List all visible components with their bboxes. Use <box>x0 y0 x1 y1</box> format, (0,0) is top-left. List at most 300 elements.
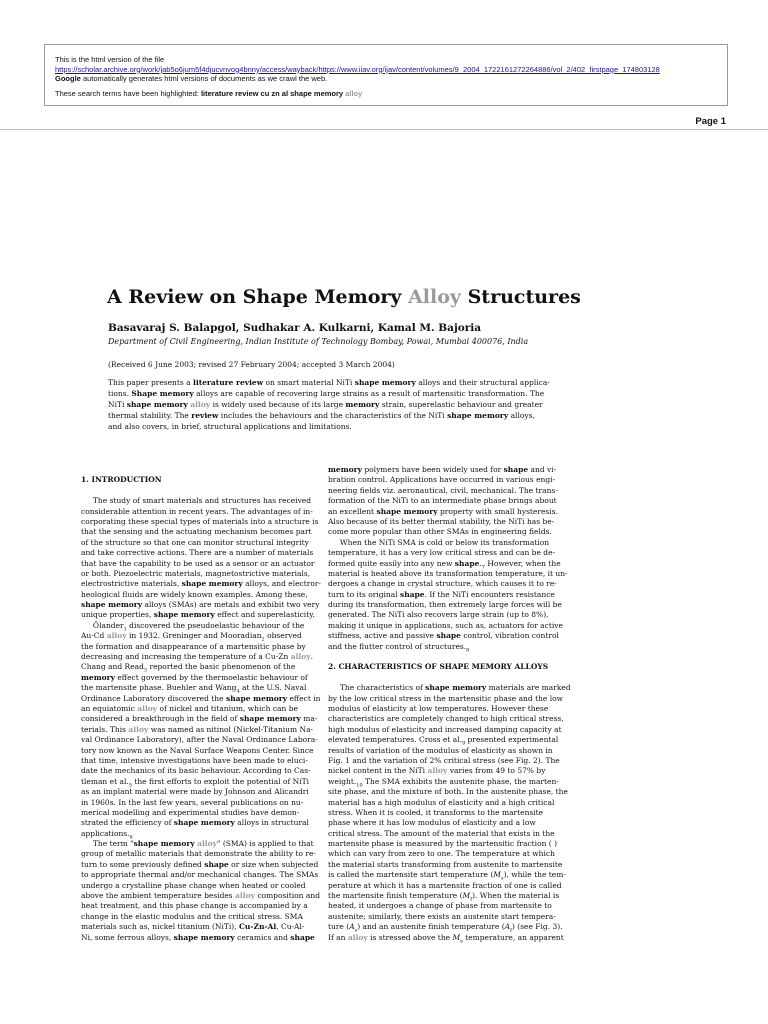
text-run: generated. The NiTi also recovers large strain (up to 8%), <box>328 610 549 620</box>
highlighted-term: alloy <box>427 766 448 776</box>
section-heading <box>328 662 568 672</box>
body-line <box>328 621 568 631</box>
text-run: shape memory <box>133 839 195 849</box>
text-run: ), while the tem- <box>503 870 566 880</box>
text-run: dergoes a change in crystal structure, which causes it to re- <box>328 579 557 589</box>
reference-marker: s <box>500 875 504 882</box>
body-line <box>81 860 321 870</box>
body-line <box>328 860 568 870</box>
reference-marker: s <box>460 938 463 945</box>
text-run: of nickel and titanium, which can be <box>157 703 298 713</box>
text-run: tions. <box>108 389 132 398</box>
body-line <box>328 901 568 911</box>
text-run: strain, superelastic behaviour and greater <box>379 400 543 409</box>
text-run: The term " <box>81 839 134 849</box>
body-line <box>328 631 568 641</box>
source-url-link[interactable]: https://scholar.archive.org/work/jab5o6jum5f4djucvnvog4bnny/access/wayback/https://www.iiav.org/ijav/content/volumes/9_2004_1722161272264886/vol_2/402_firstpage_174803128 <box>55 64 660 74</box>
body-line <box>328 766 568 776</box>
text-run: which can vary from zero to one. The temperature at which <box>328 849 555 859</box>
reference-marker: 8 <box>466 647 470 654</box>
text-run: merical modelling and experimental studies have demon- <box>81 807 300 817</box>
body-line <box>81 642 321 652</box>
text-run: the first efforts to exploit the potential of NiTi <box>131 776 310 786</box>
reference-marker: 5 <box>128 782 132 789</box>
text-run: material is heated above its transformation temperature, it un- <box>328 568 568 578</box>
cache-notice <box>44 44 728 106</box>
text-run: bration control. Applications have occurred in various engi- <box>328 475 556 485</box>
reference-marker: 9 <box>461 740 466 747</box>
body-line <box>81 631 321 641</box>
text-run: M <box>452 932 461 942</box>
body-line <box>81 829 321 839</box>
highlighted-term: alloy <box>128 724 149 734</box>
text-run: as an implant material were made by Johnson and Alicandri <box>81 787 309 797</box>
text-run: alloys, <box>508 411 535 420</box>
body-line <box>81 901 321 911</box>
text-run: alloys, and electror- <box>242 579 321 589</box>
body-line <box>81 756 321 766</box>
text-run: shape <box>400 589 425 599</box>
text-run: austenite; similarly, there exists an austenite start tempera- <box>328 911 556 921</box>
text-run: material has a high modulus of elasticity and a high critical <box>328 797 555 807</box>
text-run: temperature, an apparent <box>462 932 564 942</box>
text-run: stiffness, active and passive <box>328 631 437 641</box>
body-line <box>81 881 321 891</box>
text-run: includes the behaviours and the characteristics of the NiTi <box>218 411 448 420</box>
text-run: ceramics and <box>234 932 291 942</box>
text-run: formed quite easily into any new <box>328 558 455 568</box>
body-line <box>328 569 568 579</box>
section-heading <box>81 475 321 485</box>
body-line <box>328 548 568 558</box>
text-run: This paper presents a <box>108 378 193 387</box>
body-line <box>328 870 568 880</box>
text-run: effect governed by the thermoelastic behaviour of <box>114 672 308 682</box>
text-run: materials such as, nickel titanium (NiTi), <box>81 922 239 932</box>
text-run: strated the efficiency of <box>81 818 174 828</box>
body-line <box>328 517 568 527</box>
body-line <box>328 507 568 517</box>
text-run: an excellent <box>328 506 377 516</box>
search-terms: literature review cu zn al shape memory <box>200 88 344 98</box>
body-line <box>328 735 568 745</box>
text-run: shape memory <box>376 506 438 516</box>
text-run: making it unique in applications, such as, actuators for active <box>328 620 563 630</box>
text-run: group of metallic materials that demonstrate the ability to re- <box>81 849 316 859</box>
text-run: corporating these special types of materials into a structure is <box>81 516 319 526</box>
body-line <box>81 839 321 849</box>
text-run: an equiatomic <box>81 703 138 713</box>
text-run: memory <box>345 400 380 409</box>
page-number-label: Page 1 <box>695 116 726 127</box>
text-run: phase where it has low modulus of elasticity and a low <box>328 818 536 828</box>
body-line <box>328 600 568 610</box>
text-run: to appropriate thermal and/or mechanical changes. The SMAs <box>81 870 319 880</box>
body-line <box>81 517 321 527</box>
text-run: M <box>462 891 471 901</box>
text-run: stress. When it is cooled, it transforms to the martensite <box>328 807 544 817</box>
text-column-right <box>328 465 571 945</box>
body-line <box>328 746 568 756</box>
search-term-alloy: alloy <box>345 88 363 98</box>
line-spacer <box>328 673 568 683</box>
text-run: the martensite phase. Buehler and Wang <box>81 683 237 693</box>
body-line <box>81 798 321 808</box>
text-run: high modulus of elasticity and increased damping capacity at <box>328 724 562 734</box>
body-line <box>328 849 568 859</box>
body-line <box>328 610 568 620</box>
text-run: formation of the NiTi to an intermediate phase brings about <box>328 496 557 506</box>
google-label: Google <box>55 74 81 84</box>
body-line <box>81 652 321 662</box>
text-run: heated, it undergoes a change of phase from martensite to <box>328 901 552 911</box>
paper-authors: Basavaraj S. Balapgol, Sudhakar A. Kulkarni, Kamal M. Bajoria <box>108 322 482 334</box>
text-run: terials. This <box>81 724 129 734</box>
body-line <box>328 496 568 506</box>
body-line <box>81 496 321 506</box>
text-run: shape memory <box>181 579 243 589</box>
text-run: shape <box>290 932 315 942</box>
body-line <box>81 725 321 735</box>
text-run: Cu-Zn-Al <box>238 922 277 932</box>
highlighted-term: alloy <box>347 932 368 942</box>
text-run: shape memory <box>225 693 288 703</box>
body-line <box>328 538 568 548</box>
text-run: date the mechanics of its basic behaviour. According to Cas- <box>81 766 311 776</box>
highlighted-term: alloy <box>290 652 311 662</box>
text-run: shape memory <box>173 932 235 942</box>
body-line <box>81 600 321 610</box>
body-line <box>81 787 321 797</box>
text-run: martensite phase is measured by the martensitic fraction ( ) <box>328 839 558 849</box>
text-run: the martensite finish temperature ( <box>328 891 463 901</box>
text-run: alloys and their structural applica- <box>415 378 550 387</box>
text-run: by the low critical stress in the martensitic phase and the low <box>328 693 564 703</box>
body-line <box>81 579 321 589</box>
body-line <box>81 922 321 932</box>
body-line <box>328 881 568 891</box>
body-line <box>81 590 321 600</box>
text-run: of the structure so that one can monitor structural integrity <box>81 537 309 547</box>
body-line <box>328 829 568 839</box>
text-run: considerable attention in recent years. The advantages of in- <box>81 506 313 516</box>
body-line <box>81 704 321 714</box>
body-line <box>328 818 568 828</box>
text-run: Chang and Read <box>81 662 144 672</box>
text-run: in 1960s. In the last few years, several publications on nu- <box>81 797 304 807</box>
body-line <box>328 756 568 766</box>
body-line <box>81 683 321 693</box>
text-run: in 1932. Greninger and Mooradian <box>126 631 262 641</box>
text-run: modulus of elasticity at low temperatures. However these <box>328 703 549 713</box>
text-run: property with small hysteresis. <box>437 506 558 516</box>
body-line <box>81 610 321 620</box>
text-run: memory <box>81 672 115 682</box>
body-line <box>328 933 568 943</box>
body-line <box>81 735 321 745</box>
body-line <box>328 694 568 704</box>
text-run: val Ordinance Laboratory), after the Naval Ordinance Labora- <box>81 735 318 745</box>
text-run: and the flutter control of structures. <box>328 641 467 651</box>
body-line <box>81 507 321 517</box>
text-run: electrostrictive materials, <box>81 579 182 589</box>
text-run: shape memory <box>126 400 188 409</box>
body-line <box>81 569 321 579</box>
text-run: or both. Piezoelectric materials, magnetostrictive materials, <box>81 568 311 578</box>
text-run: undergo a crystalline phase change when heated or cooled <box>81 880 306 890</box>
text-run: shape memory <box>153 610 215 620</box>
body-line <box>81 818 321 828</box>
text-run: review <box>191 411 219 420</box>
text-run: that time, intensive investigations have been made to eluci- <box>81 755 308 765</box>
reference-marker: f <box>470 896 473 903</box>
body-line <box>328 590 568 600</box>
text-run: that have the capability to be used as a sensor or an actuator <box>81 558 315 568</box>
text-run: alloys are capable of recovering large strains as a result of martensitic transformation. The <box>193 389 545 398</box>
text-run: A <box>349 922 355 932</box>
text-run: . If the NiTi encounters resistance <box>424 589 555 599</box>
text-run: 2. CHARACTERISTICS OF SHAPE MEMORY ALLOYS <box>328 662 549 672</box>
body-line <box>81 527 321 537</box>
line-spacer <box>328 652 568 662</box>
text-run: and vi- <box>528 465 557 474</box>
text-run: is stressed above the <box>367 932 453 942</box>
text-run: presented experimental <box>465 735 559 745</box>
text-run: weight. <box>328 776 357 786</box>
text-run: shape memory <box>81 600 143 610</box>
body-line <box>81 538 321 548</box>
text-run: above the ambient temperature besides <box>81 891 236 901</box>
line-spacer <box>81 465 321 475</box>
body-line <box>328 704 568 714</box>
text-run: is called the martensite start temperature ( <box>328 870 494 880</box>
text-run: temperature, it has a very low critical stress and can be de- <box>328 548 556 558</box>
text-run: The study of smart materials and structures has received <box>81 496 312 506</box>
text-run: materials are marked <box>486 683 571 693</box>
abstract-line <box>108 377 578 388</box>
text-run: 1. INTRODUCTION <box>81 475 162 485</box>
reference-marker: 10 <box>356 782 363 789</box>
text-run: decreasing and increasing the temperature of a Cu-Zn <box>81 652 291 662</box>
text-run: Ni, some ferrous alloys, <box>81 932 174 942</box>
text-run: ture ( <box>328 922 350 932</box>
abstract-line <box>108 388 578 399</box>
text-run: or size when subjected <box>228 859 319 869</box>
reference-marker: 3 <box>143 667 148 674</box>
text-run: shape <box>204 859 229 869</box>
text-run: effect in <box>287 693 321 703</box>
reference-marker: 6 <box>129 834 133 841</box>
text-run: memory <box>328 465 362 474</box>
text-run: Shape memory <box>131 389 194 398</box>
body-line <box>328 912 568 922</box>
body-line <box>81 662 321 672</box>
text-run: Also because of its better thermal stability, the NiTi has be- <box>328 516 555 526</box>
body-line <box>81 891 321 901</box>
line-spacer <box>81 486 321 496</box>
paper-abstract <box>108 377 578 432</box>
body-line <box>81 621 321 631</box>
text-run: effect and superelasticity. <box>214 610 315 620</box>
text-run: A <box>504 922 511 932</box>
text-run: shape <box>503 465 529 474</box>
text-run: at the U.S. Naval <box>239 683 307 693</box>
text-run: shape <box>454 558 480 568</box>
body-line <box>81 849 321 859</box>
body-line <box>328 527 568 537</box>
text-run: the formation and disappearance of a martensitic phase by <box>81 641 306 651</box>
reference-marker: 4 <box>236 688 240 695</box>
text-run: come more popular than other SMAs in engineering fields. <box>328 527 552 537</box>
paper-affiliation: Department of Civil Engineering, Indian Institute of Technology Bombay, Powai, Mumbai 400076, India <box>108 337 529 346</box>
text-run: polymers have been widely used for <box>361 465 504 474</box>
body-line <box>328 465 568 475</box>
text-run: and also covers, in brief, structural applications and limitations. <box>108 422 352 431</box>
body-line <box>328 559 568 569</box>
text-run: site phase, and the mixture of both. In the austenite phase, the <box>328 787 568 797</box>
text-run: thermal stability. The <box>108 411 192 420</box>
text-run: . <box>479 558 482 568</box>
cache-notice-text: automatically generates html versions of documents as we crawl the web. <box>82 74 328 84</box>
text-run: However, when the <box>484 558 561 568</box>
text-run: applications. <box>81 828 130 838</box>
text-run: alloys (SMAs) are metals and exhibit two very <box>142 600 320 610</box>
body-line <box>328 486 568 496</box>
text-run: elevated temperatures. Cross et al. <box>328 735 462 745</box>
body-line <box>81 777 321 787</box>
text-run: shape memory <box>425 683 487 693</box>
highlighted-term: alloy <box>235 891 255 901</box>
text-run: change in the elastic modulus and the critical stress. SMA <box>81 911 303 921</box>
text-run: ). When the material is <box>472 891 560 901</box>
text-run: " (SMA) is applied to that <box>217 839 314 849</box>
body-line <box>81 870 321 880</box>
text-run: perature at which it has a martensite fraction of one is called <box>328 880 562 890</box>
body-line <box>81 808 321 818</box>
abstract-line <box>108 399 578 410</box>
cache-notice-line: This is the html version of the file <box>55 55 165 64</box>
abstract-line <box>108 410 578 421</box>
text-run: and take corrective actions. There are a number of materials <box>81 548 314 558</box>
body-line <box>328 725 568 735</box>
body-line <box>328 922 568 932</box>
body-line <box>328 839 568 849</box>
highlighted-term: alloy <box>190 400 211 409</box>
body-line <box>328 777 568 787</box>
body-line <box>328 642 568 652</box>
paper-title: A Review on Shape Memory Alloy Structures <box>107 286 581 308</box>
text-run: Fig. 1 and the variation of 2% critical stress (see Fig. 2). The <box>328 755 560 765</box>
text-run: When the NiTi SMA is cold or below its transformation <box>328 537 550 547</box>
text-run: tory now known as the Naval Surface Weapons Center. Since <box>81 745 314 755</box>
abstract-line <box>108 421 578 432</box>
body-line <box>81 912 321 922</box>
text-run: . <box>310 652 314 662</box>
body-line <box>81 746 321 756</box>
body-line <box>81 548 321 558</box>
text-run: results of variation of the modulus of elasticity as shown in <box>328 745 553 755</box>
text-run: that the sensing and the actuating mechanism becomes part <box>81 527 312 537</box>
text-run: ) (see Fig. 3). <box>511 922 563 932</box>
text-run: The SMA exhibits the austenite phase, the marten- <box>362 776 559 786</box>
text-run: is widely used because of its large <box>210 400 346 409</box>
text-run: unique properties, <box>81 610 154 620</box>
text-run: heat treatment, and this phase change is accompanied by a <box>81 901 308 911</box>
text-run: the material starts transforming from austenite to martensite <box>328 859 563 869</box>
reference-marker: 1 <box>123 626 127 633</box>
text-run: turn to some previously defined <box>81 859 205 869</box>
text-run: shape memory <box>354 378 416 387</box>
text-run: Au-Cd <box>81 631 107 641</box>
reference-marker: f <box>510 927 512 934</box>
body-line <box>328 683 571 693</box>
body-line <box>81 559 321 569</box>
text-run: If an <box>328 932 348 942</box>
body-line <box>81 766 321 776</box>
text-run: shape <box>436 631 461 641</box>
body-line <box>328 808 568 818</box>
text-run: alloys in structural <box>234 818 309 828</box>
text-column-left <box>81 465 321 943</box>
body-line <box>328 714 568 724</box>
body-line <box>81 933 321 943</box>
text-run: turn to its original <box>328 589 400 599</box>
reference-marker: 2 <box>261 636 265 643</box>
text-run: characteristics are completely changed to high critical stress, <box>328 714 564 724</box>
text-run: observed <box>264 631 302 641</box>
text-run: discovered the pseudoelastic behaviour of the <box>126 620 305 630</box>
body-line <box>81 673 321 683</box>
text-run: during its transformation, then extremely large forces will be <box>328 600 562 610</box>
page-divider <box>0 129 768 130</box>
body-line <box>328 579 568 589</box>
reference-marker: s <box>354 927 358 934</box>
highlighted-term: alloy <box>137 703 158 713</box>
search-terms-prefix: These search terms have been highlighted: <box>55 88 199 98</box>
text-run: ma- <box>300 714 318 724</box>
text-run: control, vibration control <box>460 631 559 641</box>
text-run: was named as nitinol (Nickel-Titanium Na- <box>148 724 314 734</box>
body-line <box>328 475 568 485</box>
text-run: Ölander <box>81 620 124 630</box>
text-run: M <box>493 870 501 880</box>
text-run: varies from 49 to 57% by <box>447 766 546 776</box>
body-line <box>81 694 321 704</box>
text-run: shape memory <box>173 818 235 828</box>
text-run: considered a breakthrough in the field of <box>81 714 240 724</box>
text-run: ) and an austenite finish temperature ( <box>357 922 505 932</box>
text-run: NiTi <box>108 400 127 409</box>
body-line <box>81 714 321 724</box>
text-run: Ordinance Laboratory discovered the <box>81 693 226 703</box>
paper-dates: (Received 6 June 2003; revised 27 February 2004; accepted 3 March 2004) <box>108 360 395 369</box>
text-run: tleman et al. <box>81 776 129 786</box>
text-run: , Cu-Al- <box>276 922 305 932</box>
text-run: shape memory <box>447 411 509 420</box>
text-run: composition and <box>254 891 320 901</box>
text-run: The characteristics of <box>328 683 426 693</box>
text-run: literature review <box>193 378 264 387</box>
text-run: shape memory <box>239 714 301 724</box>
text-run: neering fields viz. aeronautical, civil, mechanical. The trans- <box>328 485 558 495</box>
text-run: reported the basic phenomenon of the <box>147 662 296 672</box>
highlighted-term: alloy <box>106 631 127 641</box>
body-line <box>328 798 568 808</box>
text-run: critical stress. The amount of the material that exists in the <box>328 828 555 838</box>
highlighted-term: alloy <box>197 839 217 849</box>
text-run: on smart material NiTi <box>263 378 355 387</box>
body-line <box>328 891 568 901</box>
